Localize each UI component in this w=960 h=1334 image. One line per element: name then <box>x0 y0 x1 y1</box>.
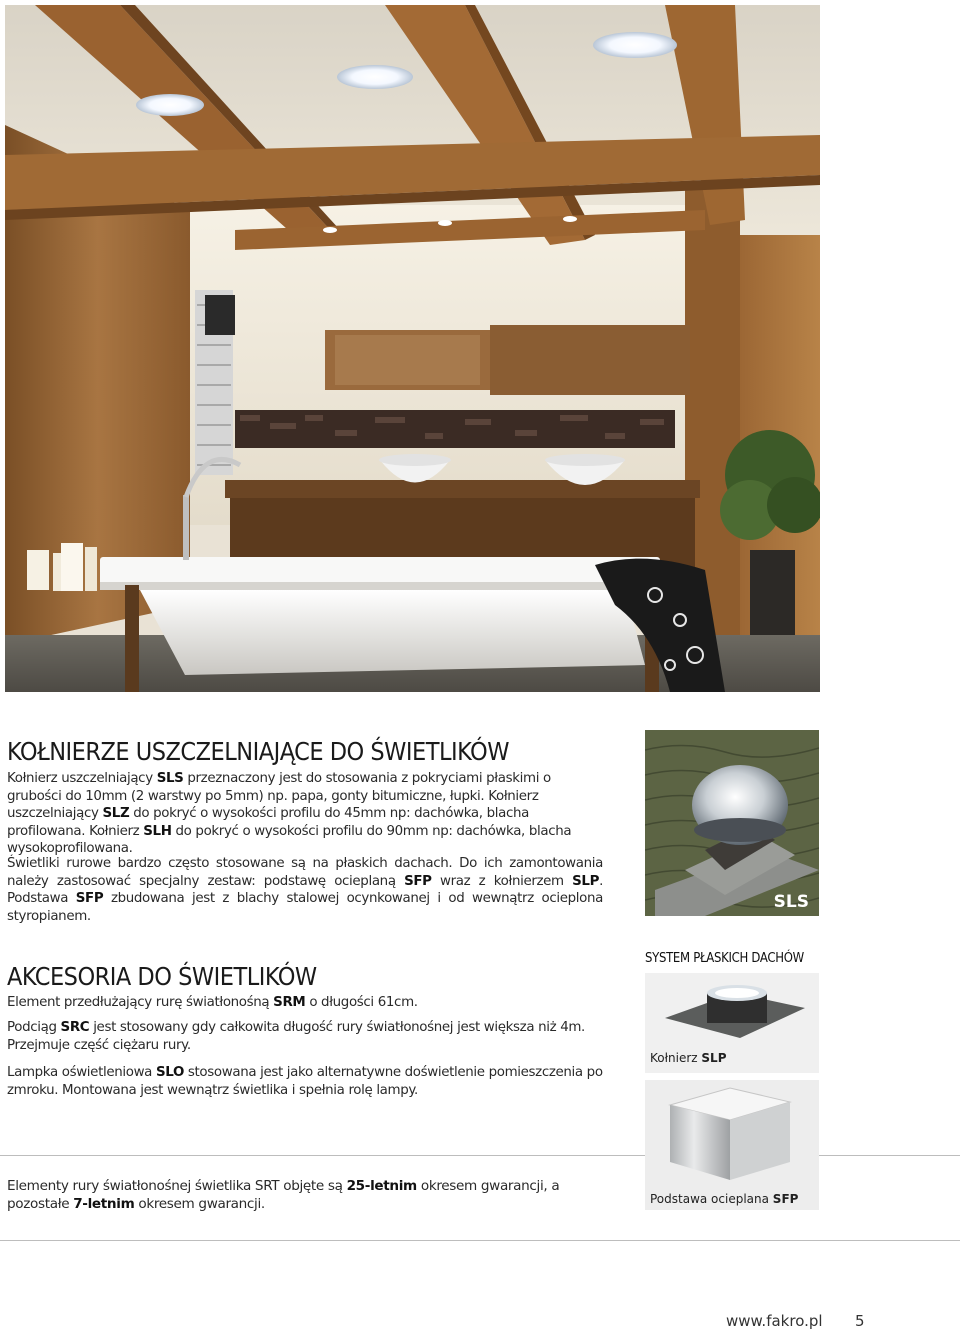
bold-code: SRM <box>273 995 306 1010</box>
bold-code: SRC <box>60 1020 90 1035</box>
sls-flange-photo <box>645 730 819 916</box>
bold-code: 7-letnim <box>73 1195 135 1212</box>
section2-paragraph2: Podciąg SRC jest stosowany gdy całkowita długość rury światłonośnej jest większa niż 4m. Przejmuje część ciężaru rury. <box>7 1020 585 1053</box>
warranty-text: Elementy rury światłonośnej świetlika SRT objęte są 25-letnim okresem gwarancji, a pozostałe 7-letnim okresem gwarancji. <box>7 1178 560 1212</box>
page-number: 5 <box>855 1312 865 1330</box>
bold-code: SLS <box>156 771 184 786</box>
sls-label: SLS <box>773 892 809 912</box>
section2-heading: AKCESORIA DO ŚWIETLIKÓW <box>7 962 317 991</box>
bold-code: SLP <box>572 873 600 889</box>
section2-paragraph1: Element przedłużający rurę światłonośną SRM o długości 61cm. <box>7 995 418 1010</box>
bold-code: SLH <box>143 823 172 839</box>
section2-paragraph3: Lampka oświetleniowa SLO stosowana jest jako alternatywne doświetlenie pomieszczenia po zmroku. Montowana jest wewnątrz świetlika i spełnia rolę lampy. <box>7 1065 603 1098</box>
bold-code: 25-letnim <box>346 1178 417 1194</box>
system-title: SYSTEM PŁASKICH DACHÓW <box>645 951 804 966</box>
sfp-base-illustration <box>645 1080 819 1210</box>
slp-caption <box>650 1051 727 1065</box>
divider-bottom <box>0 1240 960 1241</box>
sfp-caption <box>650 1192 798 1206</box>
slp-flange-photo <box>645 973 819 1073</box>
bold-code: SLO <box>155 1065 184 1080</box>
bold-code: SLZ <box>102 806 130 821</box>
bold-code: SFP <box>404 873 432 889</box>
bathroom-photo <box>5 5 820 692</box>
sfp-caption-code: SFP <box>772 1192 799 1206</box>
footer-url[interactable]: www.fakro.pl <box>726 1312 823 1330</box>
sfp-base-photo <box>645 1080 819 1210</box>
slp-caption-text: Kołnierz <box>650 1051 702 1065</box>
bold-code: SFP <box>75 891 104 906</box>
bathroom-illustration <box>5 5 820 692</box>
sfp-caption-text: Podstawa ocieplana <box>650 1192 773 1206</box>
section1-heading: KOŁNIERZE USZCZELNIAJĄCE DO ŚWIETLIKÓW <box>7 737 509 766</box>
section1-paragraph1: Kołnierz uszczelniający SLS przeznaczony jest do stosowania z pokryciami płaskimi o grubości do 10mm (2 warstwy po 5mm) np. papa, gonty bitumiczne, łupki. Kołnierz uszczelniający SLZ do pokryć o wysokości profilu do 45mm np: dachówka, blacha profilowana. Kołnierz SLH do pokryć o wysokości profilu do 90mm np: dachówka, blacha wysokoprofilowana. <box>7 771 572 856</box>
sls-flange-illustration <box>645 730 819 916</box>
section1-paragraph2: Świetliki rurowe bardzo często stosowane są na płaskich dachach. Do ich zamontowania należy zastosować specjalny zestaw: podstawę ocieplaną SFP wraz z kołnierzem SLP. Podstawa SFP zbudowana jest z blachy stalowej ocynkowanej i od wewnątrz ocieplona styropianem. <box>7 856 604 924</box>
slp-caption-code: SLP <box>701 1051 727 1065</box>
